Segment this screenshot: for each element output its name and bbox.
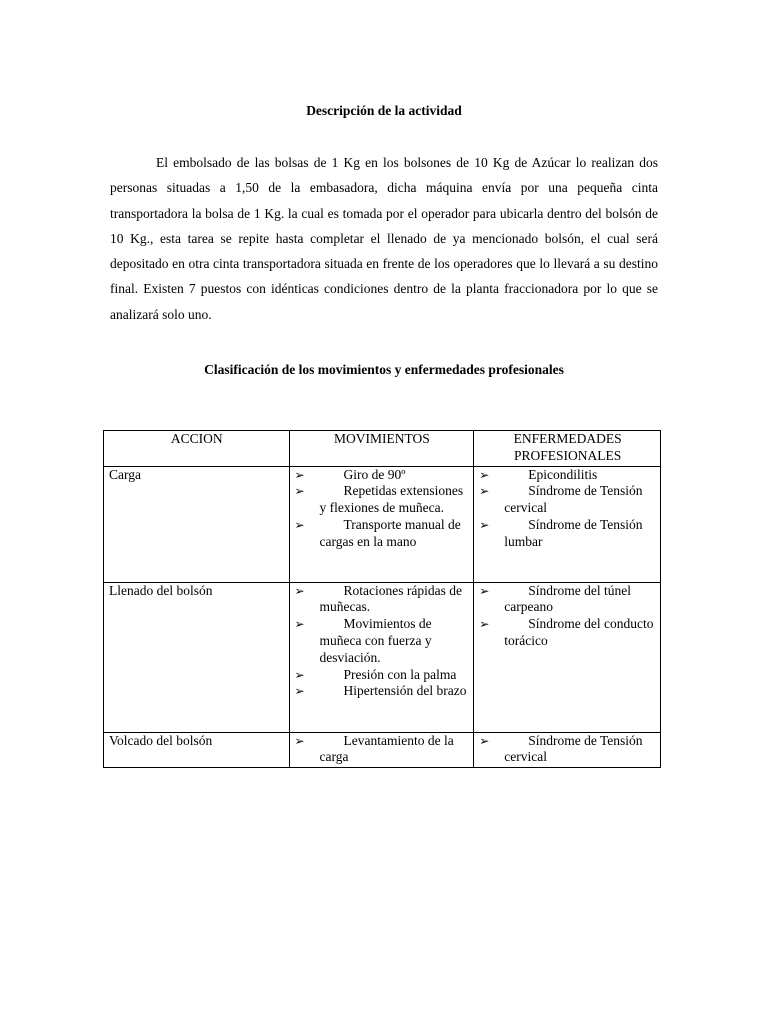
arrow-bullet-icon: ➢: [479, 733, 490, 748]
list-item: [479, 467, 656, 484]
list-item: [295, 733, 470, 767]
list-item: [295, 583, 470, 617]
movimientos-item-text: Hipertensión del brazo: [343, 683, 467, 699]
movimientos-item-text: Levantamiento de la carga: [319, 732, 454, 765]
cell-accion: Carga: [104, 466, 290, 582]
movimientos-list: [295, 467, 470, 551]
table-row: [104, 732, 661, 768]
cell-enfermedades: [474, 732, 661, 768]
activity-description: El embolsado de las bolsas de 1 Kg en los bolsones de 10 Kg de Azúcar lo realizan dos personas situadas a 1,50 de la embasadora, dicha máquina envía por una pequeña cinta transportadora la bolsa de 1 Kg. la cual es tomada por el operador para ubicarla dentro del bolsón de 10 Kg., esta tarea se repite hasta completar el llenado de ya mencionado bolsón, el cual será depositado en otra cinta transportadora situada en frente de los operadores que lo llevará a su destino final. Existen 7 puestos con idénticas condiciones dentro de la planta fraccionadora por lo que se analizará solo uno.: [110, 155, 658, 322]
cell-movimientos: [289, 732, 474, 768]
enfermedades-item-text: Síndrome del túnel carpeano: [504, 582, 631, 615]
arrow-bullet-icon: ➢: [479, 583, 490, 598]
list-item: [479, 483, 656, 517]
movimientos-list: [295, 733, 470, 767]
enfermedades-item-text: Síndrome de Tensión cervical: [504, 732, 643, 765]
arrow-bullet-icon: ➢: [294, 667, 305, 682]
header-enfermedades: ENFERMEDADES PROFESIONALES: [474, 431, 661, 467]
movimientos-item-text: Repetidas extensiones y flexiones de muñeca.: [319, 483, 464, 516]
list-item: [295, 667, 470, 684]
movimientos-item-text: Transporte manual de cargas en la mano: [319, 516, 461, 549]
list-item: [479, 517, 656, 551]
list-item: [295, 483, 470, 517]
arrow-bullet-icon: ➢: [294, 684, 305, 699]
enfermedades-item-text: Síndrome de Tensión cervical: [504, 483, 643, 516]
arrow-bullet-icon: ➢: [479, 617, 490, 632]
section-subtitle: Clasificación de los movimientos y enfermedades profesionales: [204, 362, 564, 377]
cell-accion: Volcado del bolsón: [104, 732, 290, 768]
movimientos-item-text: Giro de 90º: [343, 466, 406, 482]
list-item: [295, 467, 470, 484]
enfermedades-item-text: Síndrome del conducto torácico: [504, 616, 654, 648]
cell-movimientos: [289, 466, 474, 582]
enfermedades-item-text: Epicondilitis: [528, 466, 598, 482]
classification-table: [103, 430, 661, 768]
arrow-bullet-icon: ➢: [294, 484, 305, 499]
cell-enfermedades: [474, 466, 661, 582]
table-header-row: [104, 431, 661, 467]
arrow-bullet-icon: ➢: [294, 517, 305, 532]
enfermedades-item-text: Síndrome de Tensión lumbar: [504, 516, 643, 549]
arrow-bullet-icon: ➢: [294, 583, 305, 598]
enfermedades-list: [479, 583, 656, 650]
enfermedades-list: [479, 733, 656, 767]
cell-movimientos: [289, 582, 474, 732]
list-item: [479, 616, 656, 650]
arrow-bullet-icon: ➢: [294, 467, 305, 482]
header-movimientos: MOVIMIENTOS: [289, 431, 474, 467]
arrow-bullet-icon: ➢: [294, 733, 305, 748]
movimientos-item-text: Movimientos de muñeca con fuerza y desviación.: [319, 616, 432, 665]
movimientos-item-text: Presión con la palma: [343, 666, 457, 682]
table-row: [104, 466, 661, 582]
list-item: [479, 733, 656, 767]
cell-enfermedades: [474, 582, 661, 732]
enfermedades-list: [479, 467, 656, 551]
arrow-bullet-icon: ➢: [479, 484, 490, 499]
arrow-bullet-icon: ➢: [294, 617, 305, 632]
header-accion: ACCION: [104, 431, 290, 467]
document-title: Descripción de la actividad: [306, 103, 462, 118]
list-item: [479, 583, 656, 617]
movimientos-list: [295, 583, 470, 701]
list-item: [295, 616, 470, 666]
cell-accion: Llenado del bolsón: [104, 582, 290, 732]
table-row: [104, 582, 661, 732]
list-item: [295, 517, 470, 551]
list-item: [295, 683, 470, 700]
movimientos-item-text: Rotaciones rápidas de muñecas.: [319, 582, 462, 615]
arrow-bullet-icon: ➢: [479, 467, 490, 482]
arrow-bullet-icon: ➢: [479, 517, 490, 532]
